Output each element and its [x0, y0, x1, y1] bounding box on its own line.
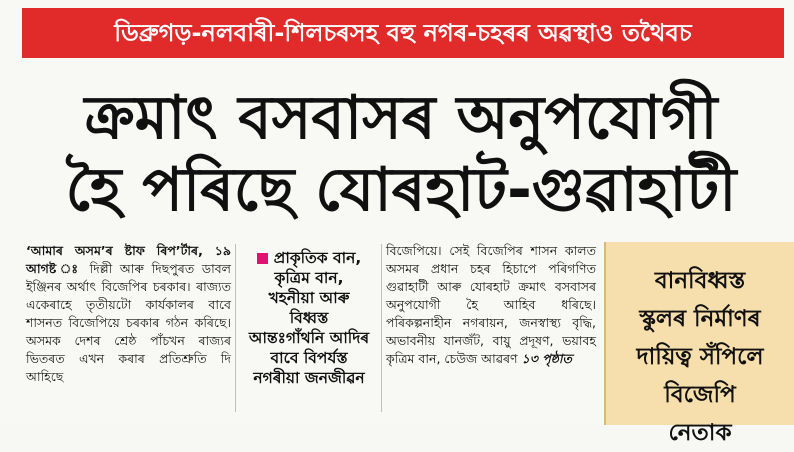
headline-line-1: ক্ৰমাৎ বসবাসৰ অনুপযোগী	[84, 83, 718, 153]
kicker-banner: ডিব্ৰুগড়-নলবাৰী-শিলচৰসহ বহু নগৰ-চহৰৰ অৱস্থাও তথৈবচ	[22, 8, 784, 58]
column-divider	[235, 244, 236, 412]
side-story-line: নেতাক	[668, 420, 732, 446]
summary-line: খহনীয়া আৰু	[268, 289, 350, 307]
page-reference: ১৩ পৃষ্ঠাত	[521, 351, 572, 366]
summary-line: আন্তঃগাঁথনি আদিৰ	[248, 329, 370, 347]
bullet-square-icon	[257, 253, 268, 264]
side-story-line: দায়িত্ব সঁপিলে	[636, 344, 764, 370]
article-column-3	[386, 242, 596, 407]
side-story-line: বানবিধ্বস্ত	[654, 268, 746, 294]
side-story-line: স্কুলৰ নিৰ্মাণৰ	[639, 306, 761, 332]
summary-box	[240, 248, 378, 423]
summary-line: নগৰীয়া জনজীৱন	[253, 369, 365, 387]
summary-line: প্ৰাকৃতিক বান,	[273, 249, 362, 267]
side-story-box[interactable]	[604, 242, 794, 446]
summary-line: কৃত্ৰিম বান,	[274, 269, 344, 287]
column-3-body: বিজেপিয়ে। সেই বিজেপিৰ শাসন কালত অসমৰ প্ৰধান চহৰ হিচাপে পৰিগণিত গুৱাহাটী আৰু যোৰহাট ক্ৰমাৎ বসবাসৰ অনুপযোগী হৈ আহিব ধৰিছে। পৰিকল্পনাহীন নগৰায়ন, জনস্বাস্থ্য বৃদ্ধি, অভাবনীয় যানজঁট, বায়ু প্ৰদূষণ, ভয়াবহ কৃত্ৰিম বান, চেউজ আৱৰণ	[386, 243, 596, 366]
summary-line: বাবে বিপৰ্যস্ত	[270, 349, 348, 367]
column-1-body: দিল্লী আৰু দিছপুৰত ডাবল ইঞ্জিনৰ অৰ্থাৎ বিজেপিৰ চৰকাৰ। ৰাজ্যত একেৰাহে তৃতীয়টো কাৰ্যকালৰ বাবে শাসনত বিজেপিয়ে চৰকাৰ গঠন কৰিছে। অসমক দেশৰ শ্ৰেষ্ঠ পাঁচখন ৰাজ্যৰ ভিতৰত এখন কৰাৰ প্ৰতিশ্ৰুতি দি আহিছে	[26, 261, 231, 384]
byline: ‘আমাৰ অসম’ৰ ষ্টাফ ৰিপ’ৰ্টাৰ, ১৯ আগষ্ট ঃ	[26, 243, 231, 276]
article-column-1	[26, 242, 231, 422]
summary-line: বিধ্বস্ত	[289, 309, 329, 327]
side-story-line: বিজেপি	[664, 382, 736, 408]
column-divider	[381, 244, 382, 412]
headline-line-2: হৈ পৰিছে যোৰহাট-গুৱাহাটী	[65, 155, 737, 225]
main-headline	[16, 82, 786, 226]
